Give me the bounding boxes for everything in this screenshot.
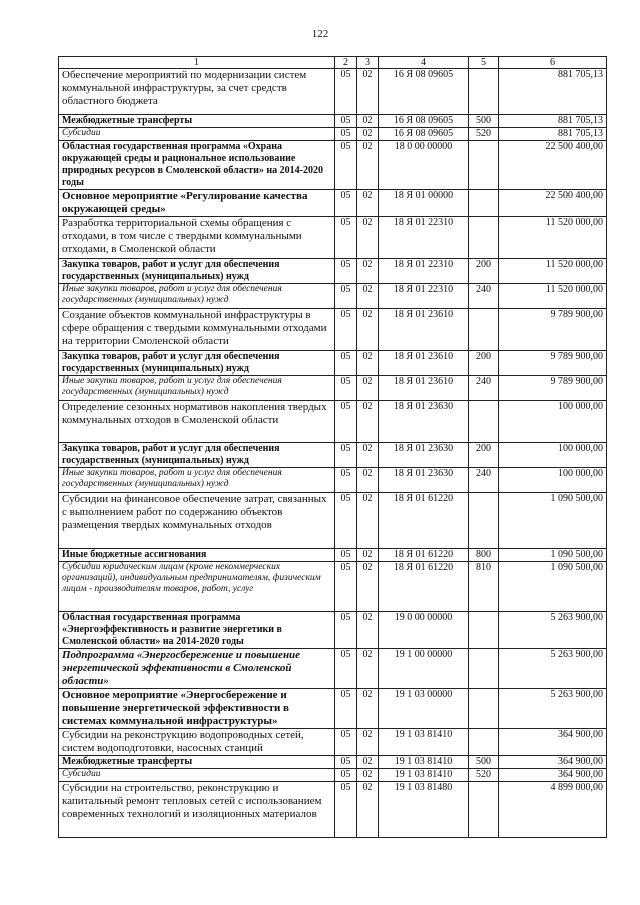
table-row — [59, 769, 607, 782]
section-code-cell: 05 — [335, 729, 357, 756]
row-name-cell: Разработка территориальной схемы обращения с отходами, в том числе с твердыми коммунальными отходами, в Смоленской области — [59, 217, 335, 259]
expense-type-cell: 240 — [469, 376, 499, 401]
amount-cell: 11 520 000,00 — [499, 217, 607, 259]
target-article-cell: 16 Я 08 09605 — [379, 69, 469, 115]
subsection-code-cell: 02 — [357, 401, 379, 443]
section-code-cell: 05 — [335, 756, 357, 769]
amount-cell: 4 899 000,00 — [499, 782, 607, 838]
column-header-3: 3 — [357, 57, 379, 69]
section-code-cell: 05 — [335, 128, 357, 141]
target-article-cell: 18 Я 01 23610 — [379, 309, 469, 351]
table-body — [59, 69, 607, 838]
table-row — [59, 468, 607, 493]
subsection-code-cell: 02 — [357, 351, 379, 376]
target-article-cell: 18 Я 01 23610 — [379, 351, 469, 376]
target-article-cell: 18 Я 01 23630 — [379, 468, 469, 493]
subsection-code-cell: 02 — [357, 376, 379, 401]
amount-cell: 22 500 400,00 — [499, 141, 607, 190]
section-code-cell: 05 — [335, 259, 357, 284]
target-article-cell: 18 Я 01 61220 — [379, 562, 469, 612]
table-row — [59, 69, 607, 115]
table-row — [59, 217, 607, 259]
expense-type-cell — [469, 401, 499, 443]
subsection-code-cell: 02 — [357, 782, 379, 838]
target-article-cell: 18 Я 01 61220 — [379, 549, 469, 562]
target-article-cell: 19 1 03 81410 — [379, 729, 469, 756]
row-name-cell: Подпрограмма «Энергосбережение и повышение энергетической эффективности в Смоленской области» — [59, 649, 335, 689]
subsection-code-cell: 02 — [357, 493, 379, 549]
table-row — [59, 562, 607, 612]
expense-type-cell — [469, 782, 499, 838]
amount-cell: 9 789 900,00 — [499, 376, 607, 401]
section-code-cell: 05 — [335, 69, 357, 115]
expense-type-cell — [469, 309, 499, 351]
expense-type-cell: 520 — [469, 769, 499, 782]
section-code-cell: 05 — [335, 769, 357, 782]
table-row — [59, 729, 607, 756]
amount-cell: 881 705,13 — [499, 115, 607, 128]
target-article-cell: 19 1 03 81410 — [379, 769, 469, 782]
table-row — [59, 128, 607, 141]
row-name-cell: Субсидии юридическим лицам (кроме некоммерческих организаций), индивидуальным предпринимателям, физическим лицам - производителям товаров, работ, услуг — [59, 562, 335, 612]
subsection-code-cell: 02 — [357, 69, 379, 115]
subsection-code-cell: 02 — [357, 649, 379, 689]
amount-cell: 100 000,00 — [499, 401, 607, 443]
section-code-cell: 05 — [335, 443, 357, 468]
expense-type-cell — [469, 649, 499, 689]
expense-type-cell: 500 — [469, 115, 499, 128]
section-code-cell: 05 — [335, 141, 357, 190]
amount-cell: 100 000,00 — [499, 443, 607, 468]
subsection-code-cell: 02 — [357, 443, 379, 468]
table-row — [59, 284, 607, 309]
table-row — [59, 443, 607, 468]
subsection-code-cell: 02 — [357, 549, 379, 562]
target-article-cell: 18 0 00 00000 — [379, 141, 469, 190]
expense-type-cell — [469, 493, 499, 549]
amount-cell: 364 900,00 — [499, 756, 607, 769]
table-row — [59, 401, 607, 443]
section-code-cell: 05 — [335, 649, 357, 689]
expense-type-cell: 240 — [469, 284, 499, 309]
table-row — [59, 782, 607, 838]
target-article-cell: 19 0 00 00000 — [379, 612, 469, 649]
row-name-cell: Создание объектов коммунальной инфраструктуры в сфере обращения с твердыми коммунальными отходами на территории Смоленской области — [59, 309, 335, 351]
expense-type-cell: 200 — [469, 443, 499, 468]
amount-cell: 9 789 900,00 — [499, 309, 607, 351]
amount-cell: 5 263 900,00 — [499, 612, 607, 649]
row-name-cell: Основное мероприятие «Регулирование качества окружающей среды» — [59, 190, 335, 217]
expense-type-cell: 810 — [469, 562, 499, 612]
section-code-cell: 05 — [335, 284, 357, 309]
subsection-code-cell: 02 — [357, 769, 379, 782]
table-row — [59, 259, 607, 284]
expense-type-cell — [469, 729, 499, 756]
expense-type-cell: 500 — [469, 756, 499, 769]
target-article-cell: 18 Я 01 23610 — [379, 376, 469, 401]
row-name-cell: Основное мероприятие «Энергосбережение и повышение энергетической эффективности в системах коммунальной инфраструктуры» — [59, 689, 335, 729]
row-name-cell: Межбюджетные трансферты — [59, 115, 335, 128]
row-name-cell: Межбюджетные трансферты — [59, 756, 335, 769]
column-header-1: 1 — [59, 57, 335, 69]
expense-type-cell — [469, 689, 499, 729]
page-number: 122 — [311, 28, 329, 40]
section-code-cell: 05 — [335, 309, 357, 351]
row-name-cell: Определение сезонных нормативов накопления твердых коммунальных отходов в Смоленской области — [59, 401, 335, 443]
expense-type-cell: 800 — [469, 549, 499, 562]
column-header-6: 6 — [499, 57, 607, 69]
target-article-cell: 16 Я 08 09605 — [379, 128, 469, 141]
subsection-code-cell: 02 — [357, 141, 379, 190]
target-article-cell: 18 Я 01 22310 — [379, 217, 469, 259]
row-name-cell: Областная государственная программа «Охрана окружающей среды и рациональное использование природных ресурсов в Смоленской области» на 2014-2020 годы — [59, 141, 335, 190]
subsection-code-cell: 02 — [357, 190, 379, 217]
section-code-cell: 05 — [335, 689, 357, 729]
amount-cell: 100 000,00 — [499, 468, 607, 493]
expense-type-cell — [469, 141, 499, 190]
row-name-cell: Иные закупки товаров, работ и услуг для обеспечения государственных (муниципальных) нужд — [59, 376, 335, 401]
row-name-cell: Обеспечение мероприятий по модернизации систем коммунальной инфраструктуры, за счет средств областного бюджета — [59, 69, 335, 115]
target-article-cell: 18 Я 01 22310 — [379, 259, 469, 284]
section-code-cell: 05 — [335, 217, 357, 259]
target-article-cell: 19 1 03 81410 — [379, 756, 469, 769]
row-name-cell: Субсидии на финансовое обеспечение затрат, связанных с выполнением работ по содержанию объектов размещения твердых коммунальных отходов — [59, 493, 335, 549]
table-row — [59, 612, 607, 649]
section-code-cell: 05 — [335, 493, 357, 549]
row-name-cell: Субсидии — [59, 128, 335, 141]
target-article-cell: 19 1 00 00000 — [379, 649, 469, 689]
expense-type-cell: 200 — [469, 351, 499, 376]
amount-cell: 11 520 000,00 — [499, 259, 607, 284]
table-row — [59, 756, 607, 769]
row-name-cell: Закупка товаров, работ и услуг для обеспечения государственных (муниципальных) нужд — [59, 351, 335, 376]
table-row — [59, 376, 607, 401]
budget-table — [58, 56, 607, 838]
amount-cell: 364 900,00 — [499, 769, 607, 782]
column-header-4: 4 — [379, 57, 469, 69]
subsection-code-cell: 02 — [357, 468, 379, 493]
table-header-row — [59, 57, 607, 69]
row-name-cell: Субсидии на реконструкцию водопроводных сетей, систем водоподготовки, насосных станций — [59, 729, 335, 756]
subsection-code-cell: 02 — [357, 612, 379, 649]
target-article-cell: 18 Я 01 23630 — [379, 443, 469, 468]
expense-type-cell — [469, 69, 499, 115]
row-name-cell: Субсидии на строительство, реконструкцию и капитальный ремонт тепловых сетей с использованием современных технологий и изоляционных материалов — [59, 782, 335, 838]
row-name-cell: Закупка товаров, работ и услуг для обеспечения государственных (муниципальных) нужд — [59, 259, 335, 284]
subsection-code-cell: 02 — [357, 689, 379, 729]
subsection-code-cell: 02 — [357, 309, 379, 351]
target-article-cell: 18 Я 01 00000 — [379, 190, 469, 217]
subsection-code-cell: 02 — [357, 217, 379, 259]
row-name-cell: Иные закупки товаров, работ и услуг для обеспечения государственных (муниципальных) нужд — [59, 468, 335, 493]
section-code-cell: 05 — [335, 401, 357, 443]
row-name-cell: Субсидии — [59, 769, 335, 782]
expense-type-cell — [469, 190, 499, 217]
target-article-cell: 16 Я 08 09605 — [379, 115, 469, 128]
section-code-cell: 05 — [335, 562, 357, 612]
subsection-code-cell: 02 — [357, 562, 379, 612]
section-code-cell: 05 — [335, 612, 357, 649]
target-article-cell: 18 Я 01 61220 — [379, 493, 469, 549]
expense-type-cell: 240 — [469, 468, 499, 493]
section-code-cell: 05 — [335, 782, 357, 838]
section-code-cell: 05 — [335, 468, 357, 493]
target-article-cell: 18 Я 01 22310 — [379, 284, 469, 309]
table-row — [59, 689, 607, 729]
amount-cell: 22 500 400,00 — [499, 190, 607, 217]
subsection-code-cell: 02 — [357, 729, 379, 756]
subsection-code-cell: 02 — [357, 756, 379, 769]
target-article-cell: 18 Я 01 23630 — [379, 401, 469, 443]
subsection-code-cell: 02 — [357, 115, 379, 128]
table-row — [59, 309, 607, 351]
column-header-2: 2 — [335, 57, 357, 69]
amount-cell: 1 090 500,00 — [499, 493, 607, 549]
table-row — [59, 493, 607, 549]
section-code-cell: 05 — [335, 190, 357, 217]
amount-cell: 881 705,13 — [499, 69, 607, 115]
amount-cell: 1 090 500,00 — [499, 549, 607, 562]
target-article-cell: 19 1 03 00000 — [379, 689, 469, 729]
table-row — [59, 141, 607, 190]
expense-type-cell: 520 — [469, 128, 499, 141]
section-code-cell: 05 — [335, 376, 357, 401]
amount-cell: 881 705,13 — [499, 128, 607, 141]
target-article-cell: 19 1 03 81480 — [379, 782, 469, 838]
row-name-cell: Иные закупки товаров, работ и услуг для обеспечения государственных (муниципальных) нужд — [59, 284, 335, 309]
amount-cell: 5 263 900,00 — [499, 649, 607, 689]
expense-type-cell — [469, 612, 499, 649]
table-row — [59, 190, 607, 217]
subsection-code-cell: 02 — [357, 128, 379, 141]
amount-cell: 9 789 900,00 — [499, 351, 607, 376]
section-code-cell: 05 — [335, 115, 357, 128]
subsection-code-cell: 02 — [357, 259, 379, 284]
section-code-cell: 05 — [335, 351, 357, 376]
amount-cell: 364 900,00 — [499, 729, 607, 756]
table-row — [59, 549, 607, 562]
section-code-cell: 05 — [335, 549, 357, 562]
row-name-cell: Закупка товаров, работ и услуг для обеспечения государственных (муниципальных) нужд — [59, 443, 335, 468]
expense-type-cell: 200 — [469, 259, 499, 284]
row-name-cell: Областная государственная программа «Энергоэффективность и развитие энергетики в Смоленской области» на 2014-2020 годы — [59, 612, 335, 649]
table-row — [59, 649, 607, 689]
amount-cell: 1 090 500,00 — [499, 562, 607, 612]
column-header-5: 5 — [469, 57, 499, 69]
table-row — [59, 351, 607, 376]
expense-type-cell — [469, 217, 499, 259]
amount-cell: 5 263 900,00 — [499, 689, 607, 729]
subsection-code-cell: 02 — [357, 284, 379, 309]
row-name-cell: Иные бюджетные ассигнования — [59, 549, 335, 562]
table-row — [59, 115, 607, 128]
amount-cell: 11 520 000,00 — [499, 284, 607, 309]
